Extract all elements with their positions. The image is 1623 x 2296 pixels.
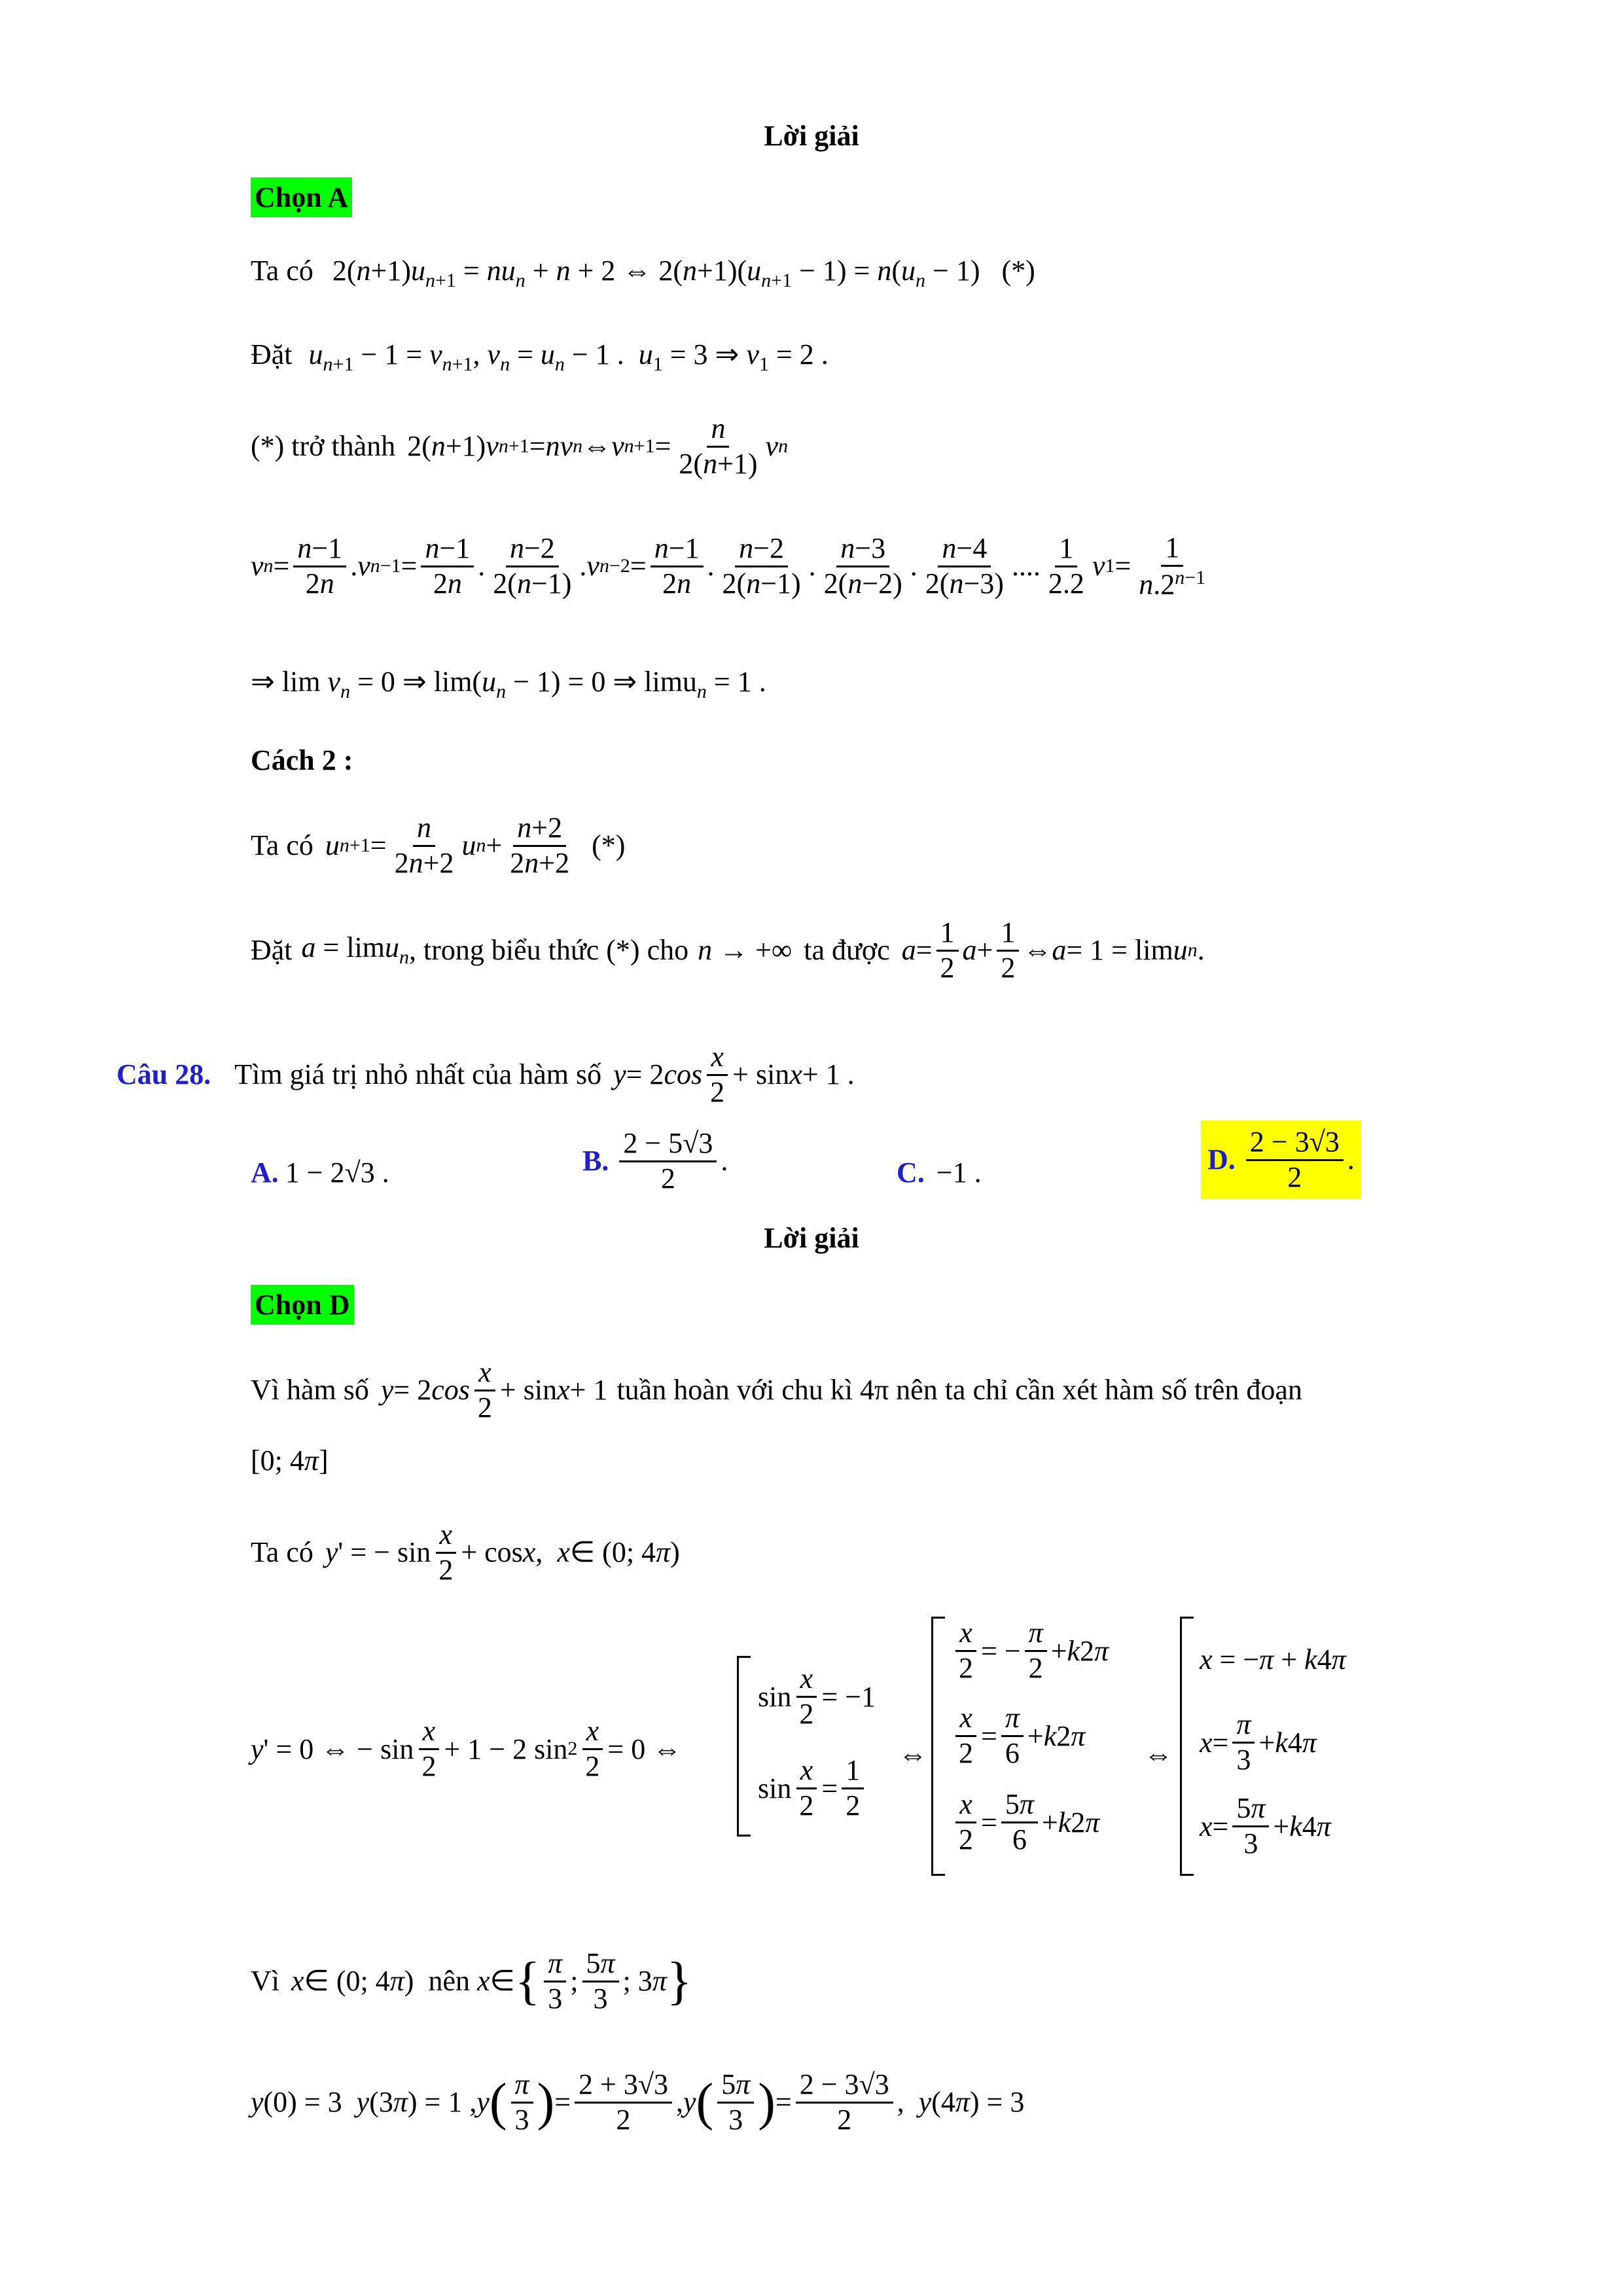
system-1-eq-1: sin $\frac{x}{2}$ = −1 xyxy=(758,1662,876,1730)
sol1-line-7-a: a = limu$_n$ xyxy=(301,931,410,968)
chosen-answer-badge-2 xyxy=(251,1291,354,1319)
sol1-line-6-prefix: Ta có xyxy=(251,829,313,862)
system-2-eq-1: $\frac{x}{2}$ = − $\frac{\pi}{2}$ + k 2 π xyxy=(951,1617,1109,1685)
option-b-letter: B. xyxy=(582,1145,609,1177)
option-a-value: 1 − 2√3 . xyxy=(285,1157,389,1189)
sol2-line-1-interval xyxy=(251,1446,329,1475)
question-28 xyxy=(116,1041,855,1109)
equiv-symbol-2: ⇔ xyxy=(1144,1738,1173,1770)
option-b-value: $\frac{2 - 5√3}{2}$ . xyxy=(615,1127,728,1195)
sol1-line-4 xyxy=(251,531,1213,601)
option-d-letter: D. xyxy=(1207,1143,1236,1176)
option-c-letter: C. xyxy=(897,1157,925,1189)
option-a-letter: A. xyxy=(251,1157,279,1189)
system-2-eq-2: $\frac{x}{2}$ = $\frac{\pi}{6}$ + k 2 π xyxy=(951,1702,1085,1770)
chosen-answer-badge-1 xyxy=(251,183,352,212)
system-1-eq-2: sin $\frac{x}{2}$ = $\frac{1}{2}$ xyxy=(758,1754,868,1822)
system-3-eq-1: x = −π + k4π xyxy=(1200,1643,1346,1676)
sol1-line-7-prefix: Đặt xyxy=(251,934,293,967)
question-28-label: Câu 28. xyxy=(116,1058,211,1091)
option-b[interactable] xyxy=(582,1127,728,1195)
equiv-symbol-1: ⇔ xyxy=(899,1738,927,1770)
sol1-line-7-math: a = $\frac{1}{2}$ a + $\frac{1}{2}$ ⇔ a = 1 = lim u n . xyxy=(901,916,1205,984)
sol1-line-3-math: 2( n +1) v n+1 = nv n ⇔ v n+1 = $\frac{n}{2(n+1)}$ v n xyxy=(407,412,789,480)
chosen-answer-label-1: Chọn A xyxy=(251,177,352,217)
sol1-line-7-n: n → +∞ xyxy=(698,934,793,967)
question-28-function: y = 2 cos $\frac{x}{2}$ + sin x + 1 . xyxy=(613,1041,855,1108)
method-2-heading: Cách 2 : xyxy=(251,744,353,776)
sol2-line-5-math: y (0) = 3 y (3 π ) = 1 , y ( $\frac{\pi}{3}$ ) = $\frac{2 + 3√3}{2}$ , y ( $\frac{5\pi}{3}$ ) = $\frac{2 - 3√3}{2}$ , y (4 π ) = 3 xyxy=(251,2068,1025,2136)
sol1-line-2-math: $u_{n+1} - 1 = v_{n+1}$, $v_n = u_n - 1$ . $u_1 = 3$ ⇒ $v_1 = 2$ . xyxy=(308,338,829,375)
option-a[interactable] xyxy=(251,1158,389,1187)
solution-title-2: Lời giải xyxy=(764,1222,859,1254)
sol2-line-4 xyxy=(251,1947,692,2015)
sol2-line-2-prefix: Ta có xyxy=(251,1536,313,1569)
sol2-line-2 xyxy=(251,1518,680,1587)
sol2-line-1-func: y = 2 cos $\frac{x}{2}$ + sin x + 1 xyxy=(380,1356,608,1424)
system-bracket-2 xyxy=(931,1617,945,1876)
sol2-line-1 xyxy=(251,1356,1302,1424)
sol1-line-3-prefix: (*) trở thành xyxy=(251,430,396,463)
option-d-value: $\frac{2 - 3√3}{2}$ . xyxy=(1242,1126,1355,1194)
sol2-line-2-math: y ' = − sin $\frac{x}{2}$ + cos x , x ∈ (0; 4 π ) xyxy=(325,1518,680,1586)
sol1-line-1-math: $2(n+1)u_{n+1} = nu_n + n + 2$ ⇔ $2(n+1)(u_{n+1} - 1) = n(u_n - 1)$ (*) xyxy=(332,255,1035,291)
sol1-line-1-prefix: Ta có xyxy=(251,255,313,287)
sol1-line-1 xyxy=(251,257,1035,291)
sol2-line-3 xyxy=(251,1617,1560,1878)
sol1-line-4-math: v n = $\frac{n-1}{2n}$ . v n−1 = $\frac{n-1}{2n}$ . $\frac{n-2}{2(n-1)}$ . v n−2 = $\frac{n-1}{2n}$ . $\frac{n-2}{2(n-1)}$ . $\frac{n-3}{2(n-2)}$ . $\frac{n-4}{2(n-3)}$ .... $\frac{1}{2.2}$ v 1 = $\frac{1}{n.2^{n-1}}$ xyxy=(251,531,1206,601)
sol1-line-6-math: u n+1 = $\frac{n}{2n+2}$ u n + $\frac{n+2}{2n+2}$ (*) xyxy=(325,812,626,879)
sol2-line-4-prefix: Vì xyxy=(251,1965,279,1998)
sol1-line-2-prefix: Đặt xyxy=(251,338,293,370)
system-bracket-3 xyxy=(1180,1617,1194,1876)
system-bracket-1 xyxy=(737,1656,751,1837)
option-c[interactable] xyxy=(897,1158,982,1187)
question-28-text: Tìm giá trị nhỏ nhất của hàm số xyxy=(234,1058,602,1091)
sol2-interval-math: [0; 4π] xyxy=(251,1444,329,1477)
sol1-line-7-got: ta được xyxy=(804,934,890,967)
sol1-line-2 xyxy=(251,340,829,374)
sol1-line-7 xyxy=(251,916,1205,984)
system-3-eq-3: x = $\frac{5\pi}{3}$ + k 4 π xyxy=(1200,1792,1331,1859)
chosen-answer-label-2: Chọn D xyxy=(251,1285,354,1325)
system-2-eq-3: $\frac{x}{2}$ = $\frac{5\pi}{6}$ + k 2 π xyxy=(951,1788,1099,1856)
sol1-line-5-math: ⇒ $\lim v_n = 0$ ⇒ $\lim(u_n - 1) = 0$ ⇒ limu$_n$ = 1 . xyxy=(251,666,766,702)
option-c-value: −1 . xyxy=(936,1157,982,1189)
system-3-eq-2: x = $\frac{\pi}{3}$ + k 4 π xyxy=(1200,1708,1317,1776)
sol2-line-1-prefix: Vì hàm số xyxy=(251,1374,369,1407)
sol1-line-5 xyxy=(251,668,766,702)
sol1-line-6 xyxy=(251,812,625,880)
option-d[interactable] xyxy=(1201,1121,1361,1199)
sol2-line-5 xyxy=(251,2068,1024,2136)
sol2-line-1-rest: tuần hoàn với chu kì 4π nên ta chỉ cần xét hàm số trên đoạn xyxy=(616,1374,1302,1407)
sol1-line-7-mid: , trong biểu thức (*) cho xyxy=(409,934,689,967)
sol1-line-3 xyxy=(251,412,788,480)
sol2-line-3-lhs: y ' = 0 ⇔ − sin $\frac{x}{2}$ + 1 − 2 sin 2 $\frac{x}{2}$ = 0 ⇔ xyxy=(251,1715,682,1782)
solution-title-1: Lời giải xyxy=(764,120,859,152)
sol2-line-4-math: x ∈ (0; 4 π ) nên x ∈ { $\frac{\pi}{3}$ ; $\frac{5\pi}{3}$ ; 3 π } xyxy=(291,1947,692,2015)
